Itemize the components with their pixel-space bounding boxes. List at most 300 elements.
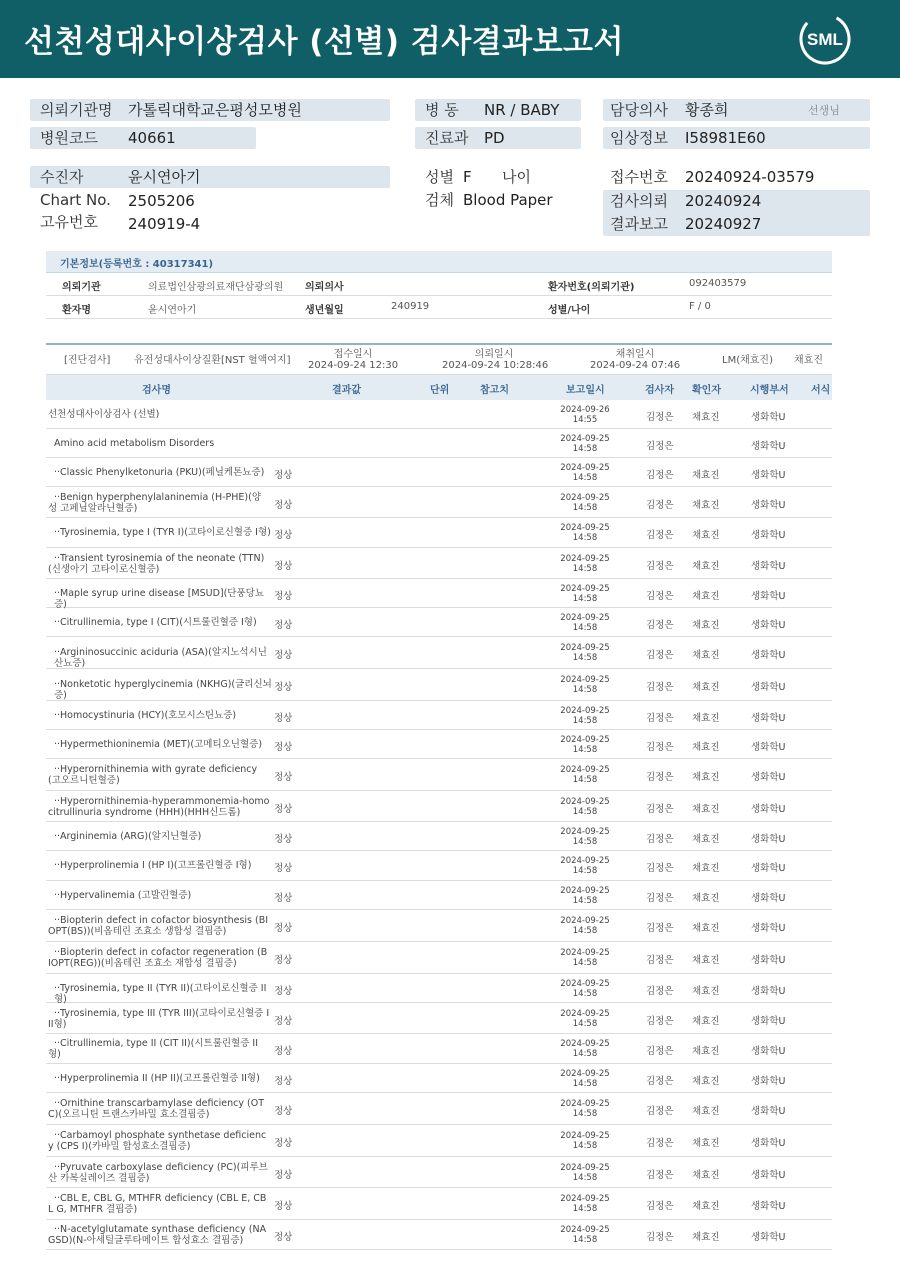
- test-name: ··Hyperornithinemia with gyrate deficiency(고오르니틴혈증): [48, 764, 258, 786]
- tester: 김정은: [646, 650, 674, 661]
- test-name: ··Nonketotic hyperglycinemia (NKHG)(글리신뇌증): [54, 679, 272, 701]
- report-datetime: [554, 613, 616, 633]
- report-date: 2024-09-25: [560, 796, 610, 807]
- result-value: 정상: [274, 560, 293, 572]
- chart-label: Chart No.: [40, 191, 111, 209]
- tester: 김정은: [646, 682, 674, 693]
- report-date: 2024-09-25: [560, 583, 610, 594]
- result-value: 정상: [274, 892, 293, 904]
- basic-name-label: 환자명: [62, 305, 91, 316]
- report-datetime: [554, 706, 616, 726]
- report-datetime: [554, 886, 616, 906]
- result-value: 정상: [274, 985, 293, 997]
- report-date: 2024-09-25: [560, 1194, 610, 1204]
- dept: 생화학U: [751, 560, 786, 572]
- result-value: 정상: [274, 741, 293, 753]
- report-datetime: [554, 1131, 616, 1151]
- basic-info-title: 기본정보(등록번호 : 40317341): [60, 259, 214, 270]
- report-time: 14:58: [572, 988, 598, 999]
- table-row: [46, 669, 832, 701]
- diag-test: 유전성대사이상질환[NST 혈액여지]: [134, 355, 291, 366]
- confirmer: 채효진: [692, 955, 720, 966]
- dept: 생화학U: [751, 682, 786, 693]
- test-name: ··N-acetylglutamate synthase deficiency (NAGSD)(N-아세틸글루타메이트 합성효소 결핍증): [48, 1224, 267, 1246]
- report-datetime: [554, 916, 616, 936]
- confirmer: 채효진: [692, 1106, 720, 1117]
- report-time: 14:58: [572, 563, 598, 574]
- table-row: [46, 822, 832, 851]
- report-time: 14:58: [572, 775, 598, 785]
- dept-value: PD: [484, 129, 505, 147]
- dept: 생화학U: [751, 650, 786, 661]
- result-value: 정상: [274, 772, 293, 783]
- basic-row-1: [46, 273, 832, 296]
- test-name: ··Argininosuccinic aciduria (ASA)(알지노석시닌산뇨증): [54, 647, 267, 669]
- report-date: 2024-09-25: [560, 885, 610, 896]
- dept: 생화학U: [751, 803, 786, 815]
- report-datetime: [554, 735, 616, 755]
- table-row: [46, 974, 832, 1003]
- dept: 생화학U: [751, 1201, 786, 1212]
- confirmer: 채효진: [692, 1015, 720, 1027]
- sex-label: 성별: [425, 168, 454, 186]
- tester: 김정은: [646, 1046, 674, 1057]
- confirmer: 채효진: [692, 863, 720, 874]
- confirmer: 채효진: [692, 741, 720, 753]
- unique-label: 고유번호: [40, 213, 98, 231]
- result-value: 정상: [274, 1106, 293, 1117]
- test-name: ··Hypermethioninemia (MET)(고메티오닌혈증): [54, 738, 263, 750]
- report-time: 14:58: [572, 866, 598, 876]
- diag-collected-label: 채취일시: [615, 349, 655, 360]
- dept: 생화학U: [751, 892, 786, 904]
- report-time: 14:58: [572, 443, 598, 454]
- report-date: 2024-09-25: [560, 1131, 610, 1141]
- test-name: ··Hyperornithinemia-hyperammonemia-homocitrullinuria syndrome (HHH)(HHH신드롬): [48, 795, 270, 818]
- diag-requested-value: 2024-09-24 10:28:46: [442, 360, 549, 371]
- test-name: ··Carbamoyl phosphate synthetase deficiency (CPS I)(카바밀 합성효소결핍증): [48, 1130, 267, 1152]
- table-row: [46, 579, 832, 608]
- dept: 생화학U: [751, 499, 786, 511]
- table-row: [46, 548, 832, 579]
- table-row: [46, 791, 832, 822]
- report-datetime: [554, 554, 616, 574]
- basic-sexage-value: F / 0: [689, 301, 711, 312]
- confirmer: 채효진: [692, 682, 720, 693]
- table-row: [46, 637, 832, 669]
- report-datetime: [554, 979, 616, 999]
- report-date: 2024-09-25: [560, 675, 610, 685]
- clinical-value: I58981E60: [685, 129, 766, 147]
- col-confirmer: 확인자: [692, 385, 721, 396]
- report-datetime: [554, 434, 616, 454]
- diag-received-value: 2024-09-24 12:30: [308, 360, 399, 371]
- col-name: 검사명: [142, 385, 171, 396]
- confirmer: 채효진: [692, 923, 720, 934]
- col-dept: 시행부서: [750, 385, 789, 396]
- dept: 생화학U: [751, 619, 786, 631]
- result-value: 정상: [274, 863, 293, 874]
- tester: 김정은: [646, 772, 674, 783]
- dept: 생화학U: [751, 1138, 786, 1149]
- confirmer: 채효진: [692, 411, 720, 423]
- result-value: 정상: [274, 530, 293, 541]
- result-value: 정상: [274, 682, 293, 693]
- report-date: 2024-09-25: [560, 948, 610, 958]
- table-row: [46, 487, 832, 518]
- tester: 김정은: [646, 1201, 674, 1212]
- report-time: 14:58: [572, 1018, 598, 1029]
- result-value: 정상: [274, 1046, 293, 1057]
- report-date: 2024-09-25: [560, 433, 610, 444]
- report-date: 2024-09-25: [560, 916, 610, 926]
- dept: 생화학U: [751, 1232, 786, 1243]
- logo-text: SML: [807, 30, 843, 49]
- test-name: ··Benign hyperphenylalaninemia (H-PHE)(양성 고페닐알라닌혈증): [48, 491, 262, 514]
- sml-logo: [798, 12, 852, 66]
- table-row: [46, 458, 832, 487]
- test-name: ··Homocystinuria (HCY)(호모시스틴뇨증): [54, 709, 237, 721]
- report-time: 14:58: [572, 1109, 598, 1119]
- diagnosis-row: [46, 343, 832, 375]
- result-value: 정상: [274, 923, 293, 934]
- report-date: 2024-09-25: [560, 612, 610, 623]
- confirmer: 채효진: [692, 560, 720, 572]
- diag-lm-label: LM(채효진): [722, 355, 773, 366]
- request-label: 검사의뢰: [610, 192, 668, 210]
- chart-value: 2505206: [128, 192, 195, 210]
- confirmer: 채효진: [692, 619, 720, 631]
- report-datetime: [554, 675, 616, 695]
- result-value: 정상: [274, 619, 293, 631]
- report-date: 2024-09-25: [560, 1162, 610, 1173]
- doctor-value: 황종희: [685, 101, 729, 119]
- basic-name-value: 윤시연아기: [148, 305, 197, 316]
- dept: 생화학U: [751, 590, 786, 602]
- tester: 김정은: [646, 985, 674, 997]
- report-date: 2024-09-25: [560, 1068, 610, 1079]
- basic-inst-value: 의료법인삼광의료재단삼광의원: [148, 282, 284, 293]
- dept: 생화학U: [751, 1169, 786, 1181]
- result-value: 정상: [274, 803, 293, 815]
- ward-value: NR / BABY: [484, 101, 560, 119]
- dept: 생화학U: [751, 469, 786, 481]
- report-label: 결과보고: [610, 215, 668, 233]
- tester: 김정은: [646, 712, 674, 724]
- table-row: [46, 518, 832, 548]
- report-time: 14:58: [572, 472, 598, 483]
- confirmer: 채효진: [692, 1075, 720, 1087]
- table-row: [46, 701, 832, 730]
- test-name: ··Biopterin defect in cofactor regeneration (BIOPT(REG))(비옵테린 조효소 재합성 결핍증): [48, 947, 268, 969]
- basic-patient-no-label: 환자번호(의뢰기관): [548, 282, 635, 293]
- report-datetime: [554, 405, 616, 425]
- basic-info-header: [46, 251, 832, 273]
- dept: 생화학U: [751, 1015, 786, 1027]
- report-time: 14:58: [572, 622, 598, 633]
- tester: 김정은: [646, 619, 674, 631]
- result-value: 정상: [274, 833, 293, 845]
- col-sign: 서식: [811, 385, 831, 396]
- doctor-label: 담당의사: [610, 101, 668, 119]
- tester: 김정은: [646, 1169, 674, 1181]
- tester: 김정은: [646, 741, 674, 753]
- test-name: ··Biopterin defect in cofactor biosynthesis (BIOPT(BS))(비옵테린 조효소 생합성 결핍증): [48, 915, 269, 937]
- tester: 김정은: [646, 590, 674, 602]
- dept-label: 진료과: [425, 129, 469, 147]
- report-datetime: [554, 1099, 616, 1119]
- test-name: ··Transient tyrosinemia of the neonate (TTN)(신생아기 고타이로신혈증): [48, 552, 265, 575]
- specimen-label: 검체: [425, 191, 454, 209]
- specimen-value: Blood Paper: [463, 191, 553, 209]
- report-time: 14:58: [572, 958, 598, 968]
- test-name: ··Tyrosinemia, type III (TYR III)(고타이로신혈증 III형): [48, 1007, 270, 1030]
- hospital-code-value: 40661: [128, 129, 176, 147]
- report-time: 14:58: [572, 1172, 598, 1183]
- report-datetime: [554, 948, 616, 968]
- test-name: 선천성대사이상검사 (선별): [48, 408, 160, 420]
- hospital-code-label: 병원코드: [40, 129, 98, 147]
- report-datetime: [554, 1009, 616, 1029]
- basic-birth-label: 생년월일: [305, 305, 344, 316]
- report-date: 2024-09-25: [560, 523, 610, 533]
- table-row: [46, 400, 832, 429]
- report-datetime: [554, 827, 616, 847]
- report-datetime: [554, 1069, 616, 1089]
- dept: 생화학U: [751, 1106, 786, 1117]
- basic-sexage-label: 성별/나이: [548, 305, 591, 316]
- report-date: 2024-09-25: [560, 553, 610, 564]
- dept: 생화학U: [751, 1046, 786, 1057]
- col-reference: 참고치: [480, 385, 509, 396]
- report-time: 14:55: [572, 414, 598, 425]
- report-title: 선천성대사이상검사 (선별) 검사결과보고서: [24, 24, 624, 60]
- report-time: 14:58: [572, 926, 598, 936]
- dept: 생화학U: [751, 1075, 786, 1087]
- test-name: ··Tyrosinemia, type I (TYR I)(고타이로신혈증 I형): [54, 527, 271, 538]
- report-date: 2024-09-25: [560, 462, 610, 473]
- table-row: [46, 1003, 832, 1034]
- confirmer: 채효진: [692, 772, 720, 783]
- test-name: ··Hyperprolinemia II (HP II)(고프롤린혈증 II형): [54, 1072, 260, 1084]
- sex-value: F: [463, 168, 472, 186]
- patient-label: 수진자: [40, 168, 84, 186]
- report-date: 2024-09-25: [560, 492, 610, 503]
- test-name: ··Hypervalinemia (고발린혈증): [54, 889, 192, 901]
- tester: 김정은: [646, 411, 674, 423]
- dept: 생화학U: [751, 923, 786, 934]
- report-time: 14:58: [572, 1235, 598, 1245]
- report-datetime: [554, 1039, 616, 1059]
- confirmer: 채효진: [692, 499, 720, 511]
- dept: 생화학U: [751, 772, 786, 783]
- result-value: 정상: [274, 1075, 293, 1087]
- report-date: 2024-09-26: [560, 404, 610, 415]
- confirmer: 채효진: [692, 985, 720, 997]
- ward-label: 병 동: [425, 101, 459, 119]
- tester: 김정은: [646, 833, 674, 845]
- test-name: ··Ornithine transcarbamylase deficiency (OTC)(오르니틴 트랜스카바밀 효소결핍증): [48, 1098, 265, 1120]
- report-time: 14:58: [572, 895, 598, 906]
- confirmer: 채효진: [692, 530, 720, 541]
- confirmer: 채효진: [692, 1169, 720, 1181]
- report-date: 2024-09-25: [560, 1039, 610, 1049]
- tester: 김정은: [646, 1075, 674, 1087]
- basic-req-doctor-label: 의뢰의사: [305, 282, 344, 293]
- dept: 생화학U: [751, 741, 786, 753]
- confirmer: 채효진: [692, 803, 720, 815]
- diag-lm-value: 채효진: [794, 355, 823, 366]
- confirmer: 채효진: [692, 892, 720, 904]
- table-row: [46, 851, 832, 881]
- tester: 김정은: [646, 1138, 674, 1149]
- table-row: [46, 1188, 832, 1220]
- report-datetime: [554, 797, 616, 817]
- dept: 생화학U: [751, 863, 786, 874]
- patient-value: 윤시연아기: [128, 168, 201, 186]
- table-row: [46, 759, 832, 791]
- report-datetime: [554, 493, 616, 513]
- report-date: 2024-09-25: [560, 705, 610, 716]
- report-datetime: [554, 1194, 616, 1214]
- report-time: 14:58: [572, 1078, 598, 1089]
- report-datetime: [554, 643, 616, 663]
- dept: 생화학U: [751, 530, 786, 541]
- receipt-label: 접수번호: [610, 168, 668, 186]
- report-value: 20240927: [685, 215, 762, 233]
- tester: 김정은: [646, 440, 674, 452]
- confirmer: 채효진: [692, 833, 720, 845]
- test-name: ··Tyrosinemia, type II (TYR II)(고타이로신혈증 II형): [54, 982, 267, 1005]
- result-value: 정상: [274, 650, 293, 661]
- tester: 김정은: [646, 1232, 674, 1243]
- diag-requested-label: 의뢰일시: [474, 349, 514, 360]
- report-time: 14:58: [572, 533, 598, 543]
- result-value: 정상: [274, 1201, 293, 1212]
- col-tester: 검사자: [645, 385, 674, 396]
- report-datetime: [554, 1225, 616, 1245]
- basic-patient-no-value: 092403579: [689, 278, 747, 289]
- report-time: 14:58: [572, 1049, 598, 1059]
- report-time: 14:58: [572, 653, 598, 663]
- table-row: [46, 429, 832, 458]
- report-date: 2024-09-25: [560, 643, 610, 653]
- result-value: 정상: [274, 469, 293, 481]
- report-datetime: [554, 463, 616, 483]
- table-row: [46, 608, 832, 637]
- confirmer: 채효진: [692, 650, 720, 661]
- col-unit: 단위: [430, 385, 450, 396]
- result-value: 정상: [274, 1169, 293, 1181]
- test-name: ··Maple syrup urine disease [MSUD](단풍당뇨증): [54, 587, 265, 610]
- results-table-header: [46, 375, 832, 400]
- dept: 생화학U: [751, 440, 786, 452]
- tester: 김정은: [646, 1106, 674, 1117]
- table-row: [46, 1125, 832, 1157]
- tester: 김정은: [646, 469, 674, 481]
- test-name: ··Citrullinemia, type II (CIT II)(시트룰린혈증 II형): [48, 1038, 259, 1060]
- tester: 김정은: [646, 803, 674, 815]
- report-date: 2024-09-25: [560, 734, 610, 745]
- report-time: 14:58: [572, 593, 598, 604]
- table-row: [46, 1157, 832, 1188]
- col-result: 결과값: [332, 385, 361, 396]
- result-value: 정상: [274, 1232, 293, 1243]
- dept: 생화학U: [751, 833, 786, 845]
- report-date: 2024-09-25: [560, 856, 610, 866]
- result-value: 정상: [274, 712, 293, 724]
- test-name: ··Argininemia (ARG)(알지닌혈증): [54, 830, 202, 842]
- report-date: 2024-09-25: [560, 765, 610, 775]
- report-time: 14:58: [572, 1204, 598, 1214]
- age-label: 나이: [502, 168, 531, 186]
- basic-inst-label: 의뢰기관: [62, 282, 101, 293]
- test-name: Amino acid metabolism Disorders: [54, 437, 215, 449]
- result-value: 정상: [274, 590, 293, 602]
- test-name: ··Classic Phenylketonuria (PKU)(페닐케톤뇨증): [54, 466, 265, 478]
- report-date: 2024-09-25: [560, 978, 610, 989]
- tester: 김정은: [646, 1015, 674, 1027]
- table-row: [46, 1220, 832, 1250]
- patient-box: [30, 166, 390, 188]
- report-datetime: [554, 856, 616, 876]
- test-name: ··Pyruvate carboxylase deficiency (PC)(피루브산 카복실레이즈 결핍증): [48, 1161, 268, 1184]
- table-row: [46, 1093, 832, 1125]
- report-time: 14:58: [572, 806, 598, 817]
- report-time: 14:58: [572, 502, 598, 513]
- report-date: 2024-09-25: [560, 1225, 610, 1235]
- diag-category: [진단검사]: [64, 355, 111, 366]
- unique-value: 240919-4: [128, 215, 201, 233]
- report-datetime: [554, 765, 616, 785]
- confirmer: 채효진: [692, 1232, 720, 1243]
- result-value: 정상: [274, 955, 293, 966]
- dept: 생화학U: [751, 712, 786, 724]
- tester: 김정은: [646, 863, 674, 874]
- report-time: 14:58: [572, 836, 598, 847]
- table-row: [46, 730, 832, 759]
- institution-value: 가톨릭대학교은평성모병원: [128, 101, 302, 119]
- tester: 김정은: [646, 923, 674, 934]
- report-datetime: [554, 523, 616, 543]
- header-bar: [0, 0, 900, 78]
- table-row: [46, 1064, 832, 1093]
- diag-received-label: 접수일시: [333, 349, 373, 360]
- confirmer: 채효진: [692, 469, 720, 481]
- diag-collected-value: 2024-09-24 07:46: [590, 360, 681, 371]
- dept: 생화학U: [751, 411, 786, 423]
- table-row: [46, 881, 832, 910]
- report-datetime: [554, 584, 616, 604]
- request-value: 20240924: [685, 192, 762, 210]
- report-date: 2024-09-25: [560, 1099, 610, 1109]
- result-value: 정상: [274, 499, 293, 511]
- tester: 김정은: [646, 560, 674, 572]
- test-name: ··CBL E, CBL G, MTHFR deficiency (CBL E, CBL G, MTHFR 결핍증): [48, 1193, 267, 1215]
- table-row: [46, 1034, 832, 1064]
- results-table-body: [46, 400, 832, 1250]
- basic-row-2: [46, 296, 832, 319]
- result-value: 정상: [274, 1138, 293, 1149]
- tester: 김정은: [646, 499, 674, 511]
- report-datetime: [554, 1163, 616, 1183]
- test-name: ··Citrullinemia, type I (CIT)(시트룰린혈증 I형): [54, 616, 257, 628]
- doctor-suffix: 선생님: [808, 104, 840, 117]
- col-report-date: 보고일시: [566, 385, 605, 396]
- result-value: 정상: [274, 1015, 293, 1027]
- report-time: 14:58: [572, 685, 598, 695]
- dept: 생화학U: [751, 985, 786, 997]
